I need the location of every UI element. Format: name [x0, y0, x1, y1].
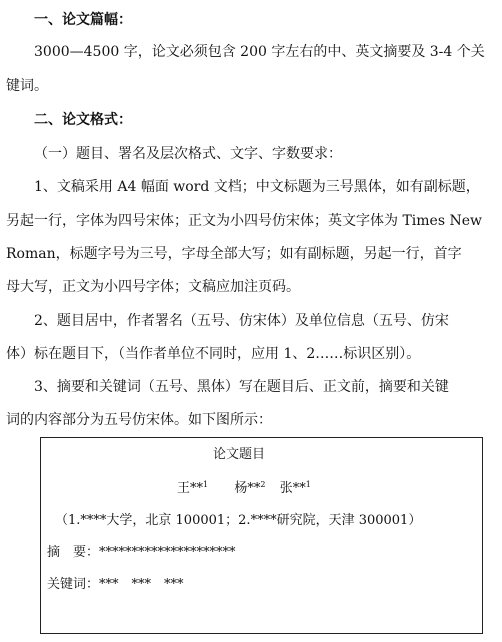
author-1: 王** [177, 481, 204, 496]
p2-line-1: 2、题目居中，作者署名（五号、仿宋体）及单位信息（五号、仿宋 [34, 313, 449, 329]
p1-line-4: 母大写，正文为小四号字体；文稿应加注页码。 [6, 279, 300, 295]
p3-line-1: 3、摘要和关键词（五号、黑体）写在题目后、正文前，摘要和关键 [34, 379, 449, 395]
p3-line-2: 词的内容部分为五号仿宋体。如下图所示： [6, 412, 272, 428]
example-affiliation: （1.****大学，北京 100001；2.****研究院，天津 300001） [55, 513, 422, 528]
p1-line-1: 1、文稿采用 A4 幅面 word 文档；中文标题为三号黑体，如有副标题， [34, 179, 480, 195]
p2-line-2: 体）标在题目下，（当作者单位不同时，应用 1、2……标识区别）。 [6, 346, 421, 362]
author-2: 杨** [234, 481, 261, 496]
example-format-box [40, 437, 483, 634]
sub1-heading: （一）题目、署名及层次格式、文字、字数要求： [34, 146, 342, 162]
p1-line-2: 另起一行，字体为四号宋体；正文为小四号仿宋体；英文字体为 Times New [6, 213, 482, 229]
p1-line-3: Roman，标题字号为三号，字母全部大写；如有副标题，另起一行，首字 [6, 246, 462, 262]
author-3-sup: 1 [305, 480, 311, 489]
author-3: 张** [279, 481, 306, 496]
length-line-1: 3000—4500 字，论文必须包含 200 字左右的中、英文摘要及 3-4 个关 [34, 44, 485, 60]
format-heading: 二、论文格式： [34, 112, 132, 128]
author-1-sup: 1 [203, 480, 209, 489]
example-authors [177, 480, 311, 498]
author-2-sup: 2 [260, 480, 266, 489]
example-abstract: 摘 要：********************* [47, 545, 236, 560]
example-title: 论文题目 [213, 447, 266, 462]
length-heading: 一、论文篇幅： [34, 12, 132, 28]
length-line-2: 键词。 [6, 78, 48, 94]
example-keywords: 关键词：*** *** *** [47, 577, 184, 592]
